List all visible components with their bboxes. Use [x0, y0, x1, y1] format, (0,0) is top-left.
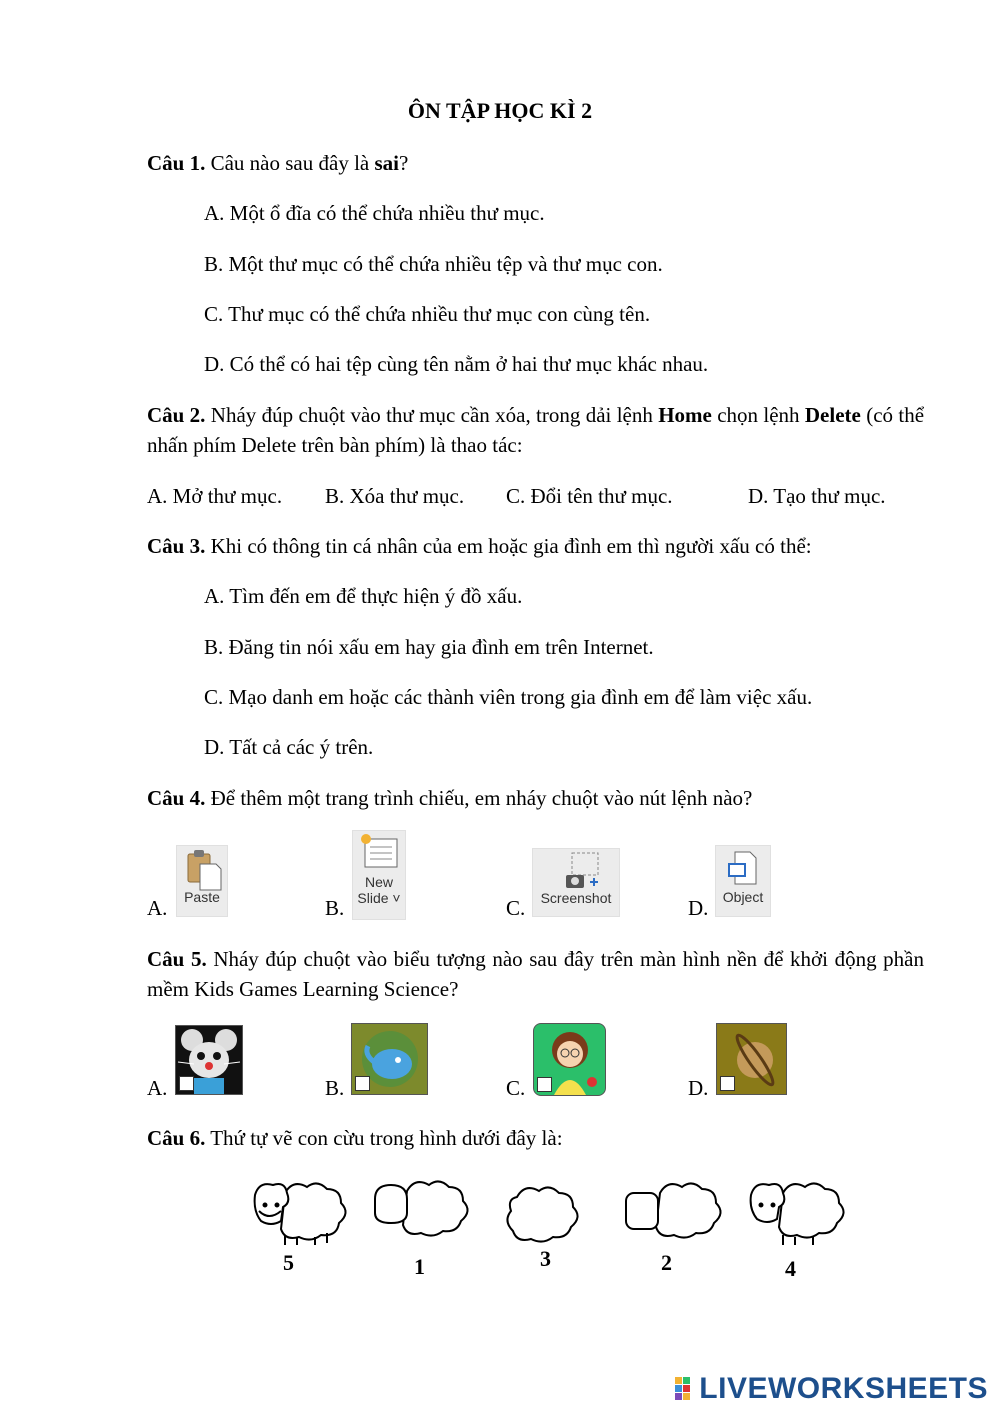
q4-letter-c: C. — [506, 896, 526, 920]
liveworksheets-logo — [675, 1372, 988, 1406]
question-1-end: ? — [399, 151, 409, 175]
q1-option-b[interactable]: B. Một thư mục có thể chứa nhiều tệp và thư mục con. — [204, 252, 663, 276]
screenshot-icon — [546, 849, 606, 893]
sheep-step-1-image — [375, 1181, 468, 1235]
girl-app-icon[interactable] — [533, 1023, 606, 1096]
sheep-number-2nd: 1 — [414, 1254, 425, 1279]
page-title: ÔN TẬP HỌC KÌ 2 — [407, 98, 593, 123]
q4-letter-b: B. — [325, 896, 345, 920]
q3-option-a[interactable]: A. Tìm đến em để thực hiện ý đồ xấu. — [204, 584, 523, 608]
liveworksheets-logo-icon — [675, 1377, 699, 1401]
q3-option-c[interactable]: C. Mạo danh em hoặc các thành viên trong gia đình em để làm việc xấu. — [204, 685, 813, 709]
new-slide-label-2: Slide ˅ — [357, 890, 401, 906]
q1-option-c[interactable]: C. Thư mục có thể chứa nhiều thư mục con cùng tên. — [204, 302, 651, 326]
q4-letter-a: A. — [147, 896, 168, 920]
q3-option-d[interactable]: D. Tất cả các ý trên. — [204, 735, 374, 759]
question-2-text-2: chọn lệnh — [717, 403, 800, 427]
shortcut-arrow-icon — [355, 1076, 370, 1091]
question-5 — [147, 944, 924, 1004]
q5-letter-a: A. — [147, 1076, 168, 1100]
liveworksheets-logo-text: LIVEWORKSHEETS — [699, 1372, 988, 1405]
q2-option-d[interactable]: D. Tạo thư mục. — [748, 484, 886, 508]
question-6-text: Thứ tự vẽ con cừu trong hình dưới đây là: — [210, 1126, 563, 1150]
new-slide-label-1: New — [364, 874, 393, 890]
sheep-number-3rd: 3 — [540, 1246, 551, 1271]
new-slide-icon — [356, 831, 402, 875]
new-slide-button[interactable] — [352, 830, 406, 920]
question-4 — [147, 783, 752, 813]
object-button[interactable] — [715, 845, 771, 917]
sheep-step-2-image — [626, 1183, 721, 1237]
object-label: Object — [722, 889, 764, 905]
paste-button[interactable] — [176, 845, 228, 917]
object-icon — [723, 846, 763, 892]
question-5-label: Câu 5. — [147, 947, 207, 971]
question-1-text: Câu nào sau đây là — [210, 151, 370, 175]
sheep-number-1st: 5 — [283, 1250, 294, 1275]
sheep-step-4-image — [751, 1183, 844, 1245]
q5-letter-c: C. — [506, 1076, 526, 1100]
shortcut-arrow-icon — [537, 1077, 552, 1092]
sheep-number-5th: 4 — [785, 1256, 796, 1281]
question-2-label: Câu 2. — [147, 403, 206, 427]
question-1-label: Câu 1. — [147, 151, 206, 175]
shortcut-arrow-icon — [179, 1076, 194, 1091]
sheep-step-3-image — [507, 1187, 577, 1241]
q1-option-a[interactable]: A. Một ổ đĩa có thể chứa nhiều thư mục. — [204, 201, 545, 225]
question-2-text-3: (có thể nhấn phím Delete trên bàn phím) là thao tác: — [147, 403, 925, 457]
q5-letter-d: D. — [688, 1076, 709, 1100]
planet-app-icon[interactable] — [716, 1023, 787, 1095]
sheep-step-5-image — [255, 1183, 346, 1245]
question-2 — [147, 400, 924, 460]
q1-option-d[interactable]: D. Có thể có hai tệp cùng tên nằm ở hai thư mục khác nhau. — [204, 352, 709, 376]
dolphin-app-icon[interactable] — [351, 1023, 428, 1095]
screenshot-label: Screenshot — [540, 890, 612, 906]
question-6 — [147, 1123, 563, 1153]
question-4-text: Để thêm một trang trình chiếu, em nháy chuột vào nút lệnh nào? — [210, 786, 753, 810]
q5-letter-b: B. — [325, 1076, 345, 1100]
screenshot-button[interactable] — [532, 848, 620, 917]
q4-letter-d: D. — [688, 896, 709, 920]
paste-label: Paste — [184, 889, 220, 905]
paste-icon — [182, 846, 222, 892]
question-5-text: Nháy đúp chuột vào biểu tượng nào sau đây trên màn hình nền để khởi động phần mềm Kids Games Learning Science? — [147, 947, 924, 1001]
q3-option-b[interactable]: B. Đăng tin nói xấu em hay gia đình em trên Internet. — [204, 635, 654, 659]
q2-option-b[interactable]: B. Xóa thư mục. — [325, 484, 465, 508]
question-3-label: Câu 3. — [147, 534, 206, 558]
mouse-app-icon[interactable] — [175, 1025, 243, 1095]
question-1-emphasis: sai — [374, 151, 399, 175]
question-3-text: Khi có thông tin cá nhân của em hoặc gia đình em thì người xấu có thể: — [210, 534, 812, 558]
question-4-label: Câu 4. — [147, 786, 206, 810]
q2-option-c[interactable]: C. Đổi tên thư mục. — [506, 484, 673, 508]
q2-option-a[interactable]: A. Mở thư mục. — [147, 484, 283, 508]
question-2-delete: Delete — [804, 403, 861, 427]
sheep-number-4th: 2 — [661, 1250, 672, 1275]
question-6-label: Câu 6. — [147, 1126, 206, 1150]
shortcut-arrow-icon — [720, 1076, 735, 1091]
question-3 — [147, 531, 812, 561]
question-1 — [147, 148, 408, 178]
question-2-home: Home — [658, 403, 712, 427]
question-2-text-1: Nháy đúp chuột vào thư mục cần xóa, trong dải lệnh — [210, 403, 653, 427]
sheep-drawing-steps — [245, 1175, 845, 1255]
